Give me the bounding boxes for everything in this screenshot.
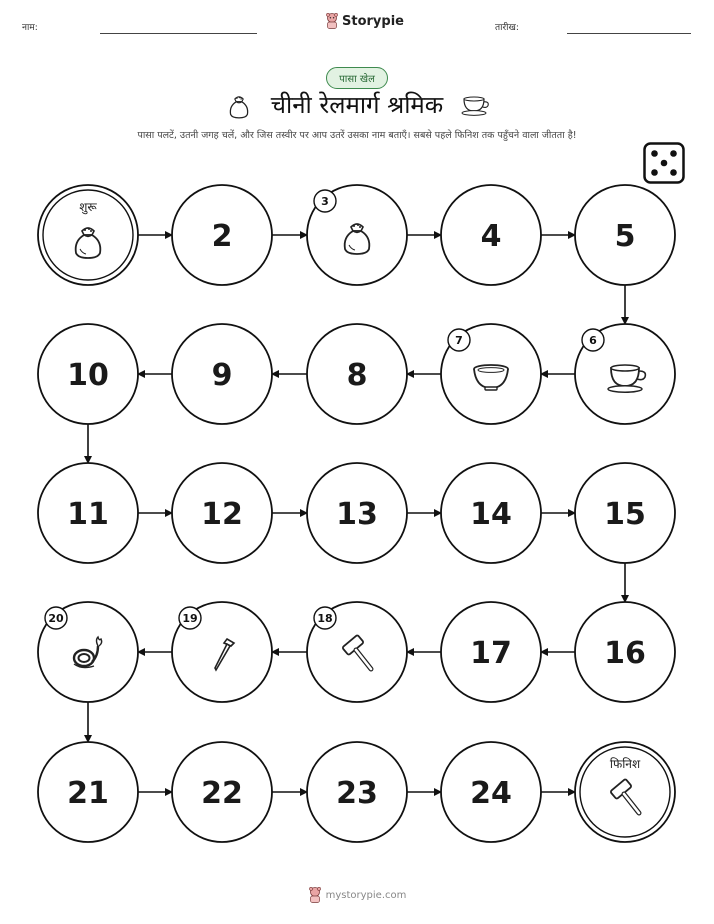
space-number-badge-label: 3 bbox=[321, 195, 329, 208]
board-space-9 bbox=[172, 324, 272, 424]
storypie-mascot-icon bbox=[308, 887, 322, 903]
board-space-7 bbox=[441, 324, 541, 424]
board-space-24 bbox=[441, 742, 541, 842]
footer bbox=[0, 887, 714, 903]
space-number: 10 bbox=[67, 358, 109, 393]
board-space-2 bbox=[172, 185, 272, 285]
game-type-badge: पासा खेल bbox=[326, 67, 388, 89]
board-space-4 bbox=[441, 185, 541, 285]
space-number: 17 bbox=[470, 636, 512, 671]
board-space-20 bbox=[38, 602, 138, 702]
board-space-13 bbox=[307, 463, 407, 563]
board-space-17 bbox=[441, 602, 541, 702]
space-number-badge-label: 18 bbox=[317, 612, 333, 625]
finish-label: फिनिश bbox=[609, 757, 641, 771]
space-number: 16 bbox=[604, 636, 646, 671]
footer-url: mystorypie.com bbox=[325, 889, 407, 901]
space-number: 5 bbox=[614, 219, 636, 254]
space-number: 23 bbox=[336, 776, 378, 811]
board-space-15 bbox=[575, 463, 675, 563]
space-number: 4 bbox=[480, 219, 502, 254]
space-number: 11 bbox=[67, 497, 109, 532]
board-space-12 bbox=[172, 463, 272, 563]
space-number-badge-label: 20 bbox=[48, 612, 64, 625]
space-number: 2 bbox=[211, 219, 233, 254]
board-space-14 bbox=[441, 463, 541, 563]
board-space-16 bbox=[575, 602, 675, 702]
space-number: 15 bbox=[604, 497, 646, 532]
date-label: तारीख: bbox=[495, 23, 519, 33]
board-cells bbox=[38, 185, 675, 842]
board-space-19 bbox=[172, 602, 272, 702]
board-space-3 bbox=[307, 185, 407, 285]
space-number: 8 bbox=[346, 358, 368, 393]
space-number-badge-label: 6 bbox=[589, 334, 597, 347]
board-space-23 bbox=[307, 742, 407, 842]
space-number: 24 bbox=[470, 776, 512, 811]
space-number-badge-label: 19 bbox=[182, 612, 198, 625]
board-space-22 bbox=[172, 742, 272, 842]
space-number: 13 bbox=[336, 497, 378, 532]
start-space bbox=[38, 185, 138, 285]
board-space-5 bbox=[575, 185, 675, 285]
board-space-18 bbox=[307, 602, 407, 702]
board-space-11 bbox=[38, 463, 138, 563]
instructions: पासा पलटें, उतनी जगह चलें, और जिस तस्वीर पर आप उतरें उसका नाम बताएँ। सबसे पहले फिनिश तक पहुँचने वाला जीतता है! bbox=[137, 130, 577, 141]
space-number: 9 bbox=[211, 358, 233, 393]
space-number-badge-label: 7 bbox=[455, 334, 463, 347]
board-space-21 bbox=[38, 742, 138, 842]
space-number: 22 bbox=[201, 776, 243, 811]
brand-name: Storypie bbox=[342, 13, 404, 29]
board-space-6 bbox=[575, 324, 675, 424]
board-space-10 bbox=[38, 324, 138, 424]
space-number: 21 bbox=[67, 776, 109, 811]
space-number: 14 bbox=[470, 497, 512, 532]
board-space-8 bbox=[307, 324, 407, 424]
start-label: शुरू bbox=[79, 200, 97, 214]
finish-space bbox=[575, 742, 675, 842]
name-label: नाम: bbox=[22, 23, 38, 33]
space-number: 12 bbox=[201, 497, 243, 532]
page-title: चीनी रेलमार्ग श्रमिक bbox=[270, 91, 444, 119]
